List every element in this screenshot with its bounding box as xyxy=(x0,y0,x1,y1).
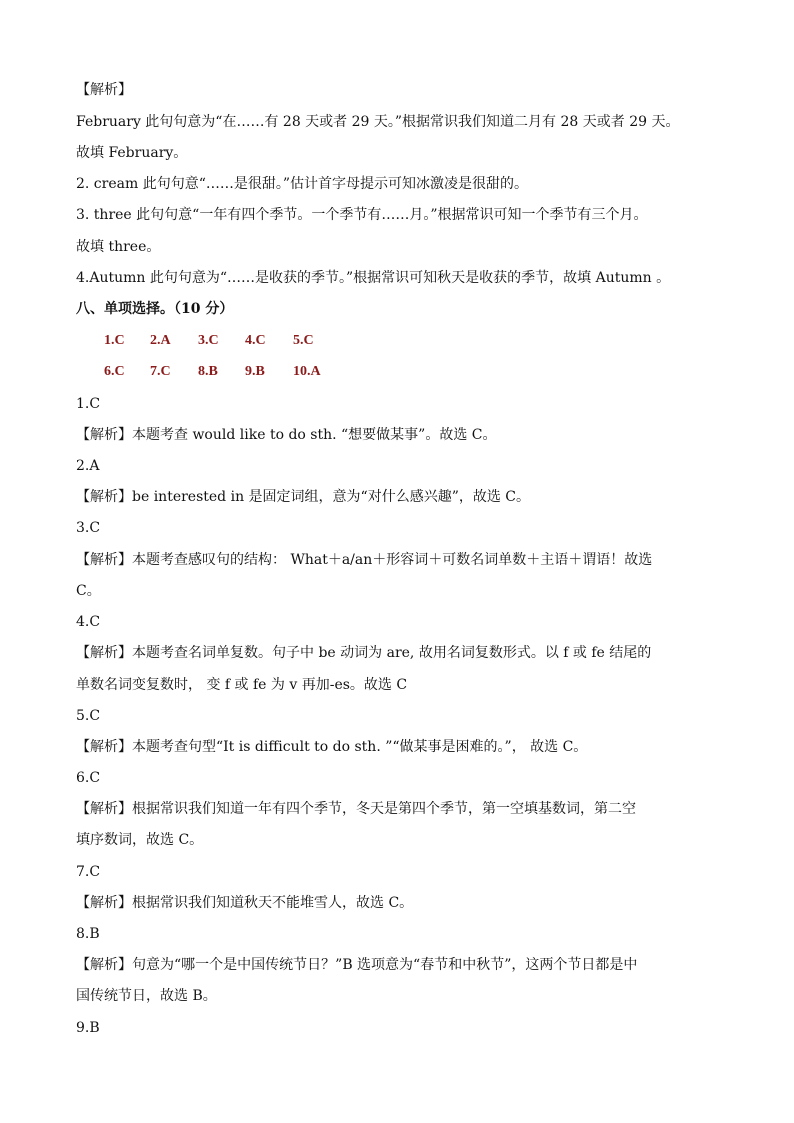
question-number: 8.B xyxy=(76,926,100,942)
question-analysis: 【解析】根据常识我们知道一年有四个季节，冬天是第四个季节，第一空填基数词，第二空 xyxy=(76,801,636,817)
section-title: 八、单项选择。（10 分） xyxy=(76,301,234,317)
question-number: 1.C xyxy=(76,396,101,412)
question-analysis: C。 xyxy=(76,583,101,599)
question-number: 7.C xyxy=(76,864,101,880)
question-number: 9.B xyxy=(76,1020,100,1036)
question-analysis: 【解析】本题考查名词单复数。句子中 be 动词为 are, 故用名词复数形式。以 f 或 fe 结尾的 xyxy=(76,645,652,661)
answer-key-item: 7.C xyxy=(150,364,171,379)
answer-key-item: 9.B xyxy=(245,364,265,379)
question-analysis: 国传统节日，故选 B。 xyxy=(76,988,217,1004)
analysis-line: 3. three 此句句意“一年有四个季节。一个季节有……月。”根据常识可知一个季节有三个月。 xyxy=(76,207,648,223)
question-analysis: 【解析】本题考查 would like to do sth. “想要做某事”。故选 C。 xyxy=(76,427,497,443)
question-number: 4.C xyxy=(76,614,101,630)
answer-key-item: 2.A xyxy=(150,333,171,348)
answer-key-item: 5.C xyxy=(293,333,314,348)
question-analysis: 【解析】be interested in 是固定词组，意为“对什么感兴趣”，故选 C。 xyxy=(76,489,531,505)
analysis-line: 4.Autumn 此句句意为“……是收获的季节。”根据常识可知秋天是收获的季节，故填 Autumn 。 xyxy=(76,270,671,286)
answer-key-item: 6.C xyxy=(104,364,125,379)
answer-key-item: 3.C xyxy=(198,333,219,348)
question-analysis: 【解析】根据常识我们知道秋天不能堆雪人，故选 C。 xyxy=(76,895,414,911)
analysis-header: 【解析】 xyxy=(76,82,132,98)
question-number: 3.C xyxy=(76,520,101,536)
question-analysis: 【解析】本题考查句型“It is difficult to do sth. ”“做某事是困难的。”， 故选 C。 xyxy=(76,739,588,755)
question-analysis: 填序数词，故选 C。 xyxy=(76,832,204,848)
analysis-line: February 此句句意为“在……有 28 天或者 29 天。”根据常识我们知道二月有 28 天或者 29 天。 xyxy=(76,114,680,130)
question-number: 2.A xyxy=(76,458,100,474)
question-number: 6.C xyxy=(76,770,101,786)
answer-key-item: 10.A xyxy=(293,364,321,379)
question-number: 5.C xyxy=(76,708,101,724)
answer-key-item: 4.C xyxy=(245,333,266,348)
analysis-line: 2. cream 此句句意“……是很甜。”估计首字母提示可知冰激凌是很甜的。 xyxy=(76,176,529,192)
answer-key-item: 8.B xyxy=(198,364,218,379)
question-analysis: 单数名词变复数时， 变 f 或 fe 为 v 再加-es。故选 C xyxy=(76,677,408,693)
answer-key-item: 1.C xyxy=(104,333,125,348)
analysis-line: 故填 February。 xyxy=(76,145,188,161)
question-analysis: 【解析】本题考查感叹句的结构： What＋a/an＋形容词＋可数名词单数＋主语＋谓语！故选 xyxy=(76,552,653,568)
question-analysis: 【解析】句意为“哪一个是中国传统节日？”B 选项意为“春节和中秋节”，这两个节日都是中 xyxy=(76,957,638,973)
analysis-line: 故填 three。 xyxy=(76,239,161,255)
